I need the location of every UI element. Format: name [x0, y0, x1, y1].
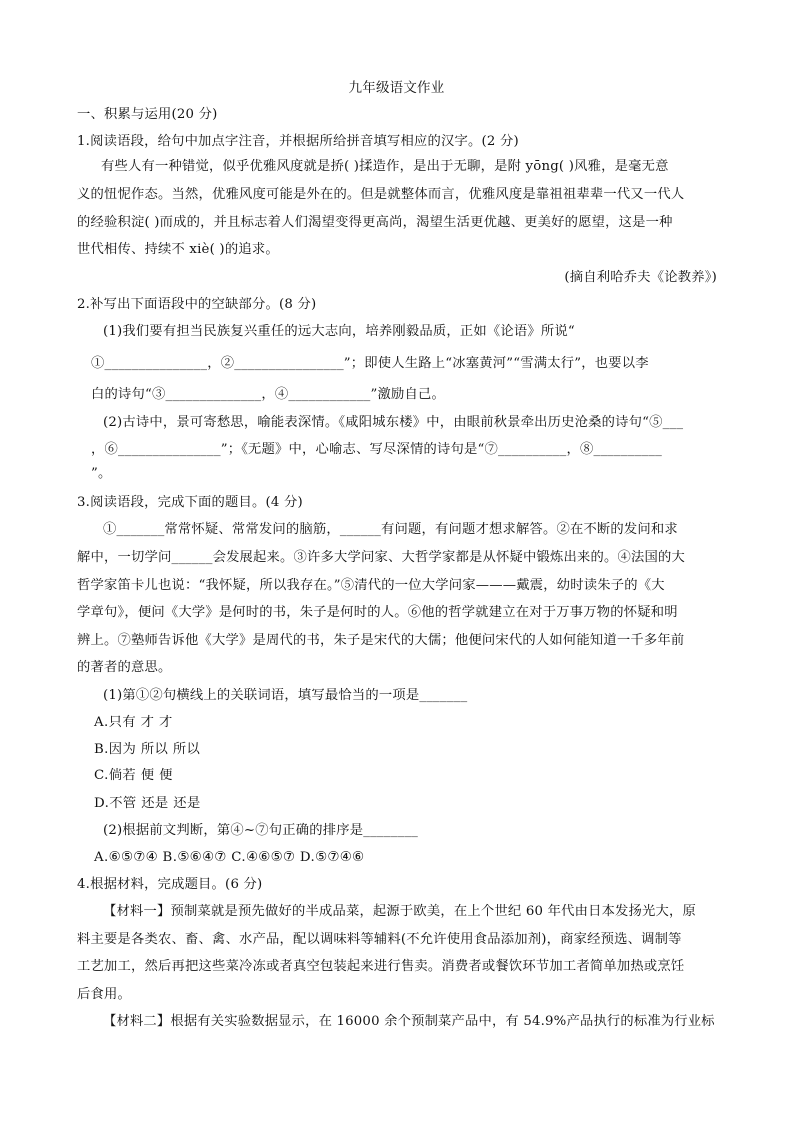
q4-text-line: 料主要是各类农、畜、禽、水产品，配以调味料等辅料(不允许使用食品添加剂)，商家经预选、调制等	[77, 932, 682, 947]
q3-text-line: 辨上。⑦塾师告诉他《大学》是周代的书，朱子是宋代的大儒；他便问宋代的人如何能知道一千多年前	[77, 633, 685, 648]
q2-text-line: ”。	[91, 466, 112, 481]
q3-text-line: ①_______常常怀疑、常常发问的脑筋，______有问题，有问题才想求解答。②在不断的发问和求	[103, 522, 678, 537]
q3-subquestion-2: (2)根据前文判断，第④~⑦句正确的排序是________	[103, 823, 419, 838]
q3-options-2: A.⑥⑤⑦④ B.⑤⑥④⑦ C.④⑥⑤⑦ D.⑤⑦④⑥	[94, 850, 365, 865]
q2-text-line: ，⑥_______________”；《无题》中，心喻志、写尽深情的诗句是“⑦__________，⑧__________	[91, 442, 662, 457]
section-heading: 一、积累与运用(20 分)	[77, 107, 218, 122]
q1-source: (摘自利哈乔夫《论教养》)	[564, 270, 717, 285]
q3-text-line: 学章句》，便问《大学》是何时的书，朱子是何时的人。⑥他的哲学就建立在对于万事万物的怀疑和明	[77, 605, 678, 620]
q1-text-line: 义的忸怩作态。当然，优雅风度可能是外在的。但是就整体而言，优雅风度是靠祖祖辈辈一代又一代人	[77, 187, 685, 202]
q1-text-line: 世代相传、持续不 xiè( )的追求。	[77, 242, 279, 257]
q4-text-line: 工艺加工，然后再把这些菜冷冻或者真空包装起来进行售卖。消费者或餐饮环节加工者简单加热或烹饪	[77, 959, 685, 974]
document-title: 九年级语文作业	[348, 80, 445, 96]
q2-text-line: (2)古诗中，景可寄愁思，喻能表深情。《咸阳城东楼》中，由眼前秋景牵出历史沧桑的诗句“⑤___	[103, 415, 684, 430]
q4-text-line: 【材料一】预制菜就是预先做好的半成品菜，起源于欧美，在上个世纪 60 年代由日本发扬光大，原	[103, 904, 697, 919]
q3-option: A.只有 才 才	[94, 715, 173, 730]
q2-text-line: (1)我们要有担当民族复兴重任的远大志向，培养刚毅品质，正如《论语》所说“	[103, 324, 575, 339]
question-2-header: 2.补写出下面语段中的空缺部分。(8 分)	[77, 297, 317, 312]
q3-text-line: 解中，一切学问______会发展起来。③许多大学问家、大哲学家都是从怀疑中锻炼出来的。④法国的大	[77, 550, 685, 565]
q1-text-line: 有些人有一种错觉，似乎优雅风度就是挢( )揉造作，是出于无聊，是附 yōng( )风雅，是毫无意	[101, 159, 669, 174]
q3-subquestion-1: (1)第①②句横线上的关联词语，填写最恰当的一项是_______	[103, 688, 468, 703]
q2-text-line: ①_______________，②________________”；即使人生路上“冰塞黄河”“雪满太行”，也要以李	[91, 356, 649, 371]
q1-text-line: 的经验积淀( )而成的，并且标志着人们渴望变得更高尚，渴望生活更优越、更美好的愿望，这是一种	[77, 215, 673, 230]
q3-option: D.不管 还是 还是	[94, 796, 201, 811]
q4-text-line: 后食用。	[77, 987, 131, 1002]
question-1-header: 1.阅读语段，给句中加点字注音，并根据所给拼音填写相应的汉字。(2 分)	[77, 134, 519, 149]
q3-text-line: 的著者的意思。	[77, 660, 172, 675]
question-4-header: 4.根据材料，完成题目。(6 分)	[77, 877, 263, 892]
q3-option: C.倘若 便 便	[94, 768, 173, 783]
q3-option: B.因为 所以 所以	[94, 742, 201, 757]
question-3-header: 3.阅读语段，完成下面的题目。(4 分)	[77, 495, 303, 510]
q3-text-line: 哲学家笛卡儿也说：“我怀疑，所以我存在。”⑤清代的一位大学问家———戴震，幼时读朱子的《大	[77, 578, 665, 593]
q4-text-line: 【材料二】根据有关实验数据显示，在 16000 余个预制菜产品中，有 54.9%产品执行的标准为行业标	[103, 1014, 715, 1029]
q2-text-line: 白的诗句“③______________，④____________”激励自己。	[91, 387, 446, 402]
